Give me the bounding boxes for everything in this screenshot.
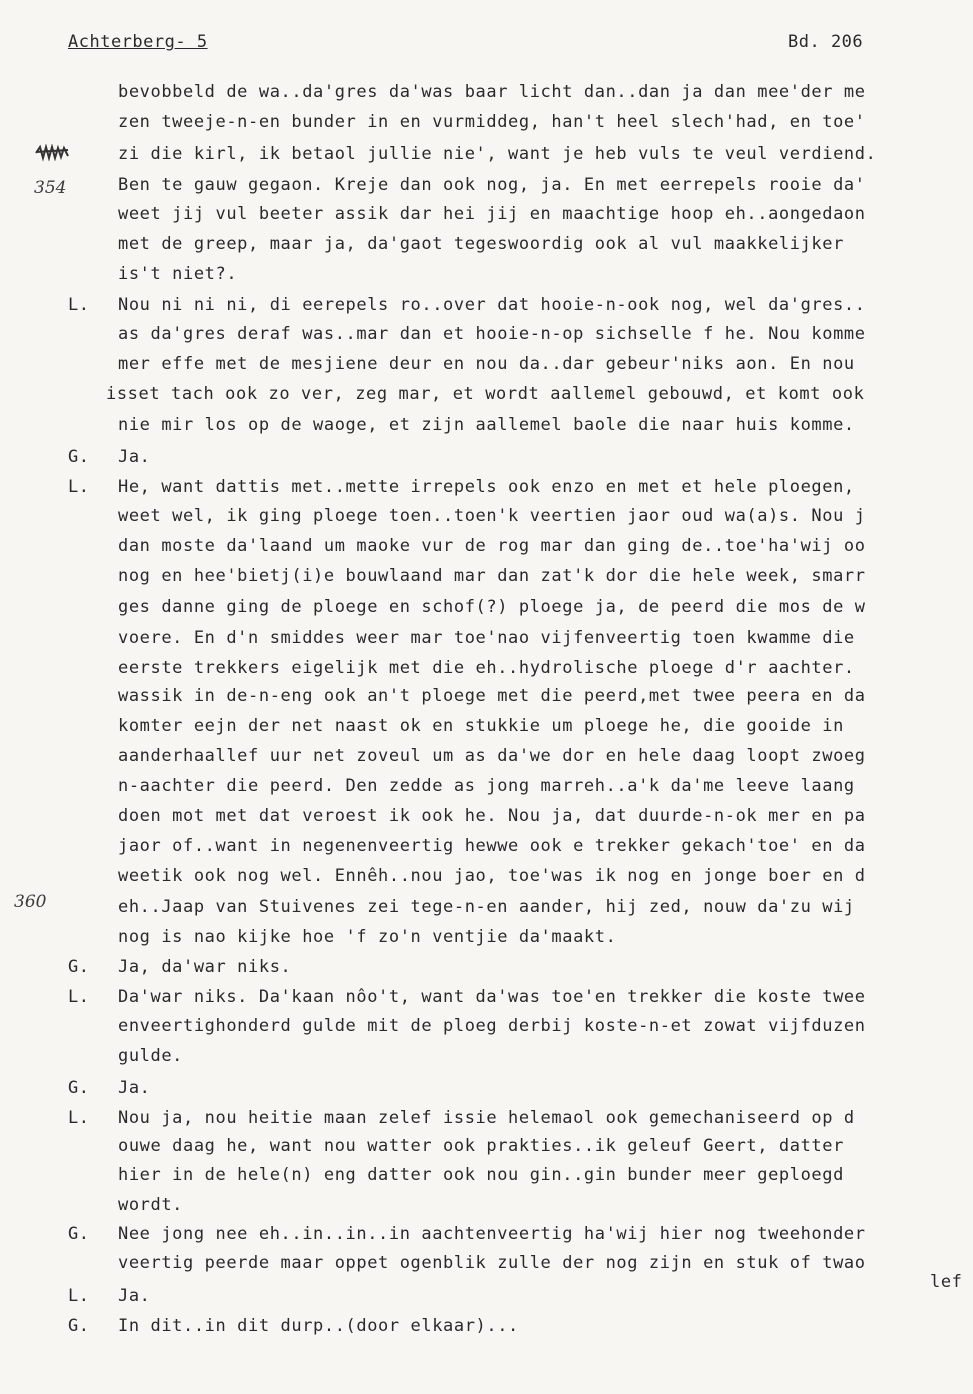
transcript-line: dan moste da'laand um maoke vur de rog mar dan ging de..toe'ha'wij oo xyxy=(118,536,866,556)
speaker-label: G. xyxy=(68,1224,90,1244)
transcript-line: eerste trekkers eigelijk met die eh..hydrolische ploege d'r aachter. xyxy=(118,658,855,678)
transcript-line: nog is nao kijke hoe 'f zo'n ventjie da'maakt. xyxy=(118,927,617,947)
page-header-title: Achterberg- 5 xyxy=(68,32,208,52)
transcript-line: weet jij vul beeter assik dar hei jij en maachtige hoop eh..aongedaon xyxy=(118,204,866,224)
speaker-label: L. xyxy=(68,987,90,1007)
speaker-label: L. xyxy=(68,295,90,315)
transcript-line: lef xyxy=(930,1272,963,1292)
transcript-line: bevobbeld de wa..da'gres da'was baar licht dan..dan ja dan mee'der me xyxy=(118,82,866,102)
transcript-line: nog en hee'bietj(i)e bouwlaand mar dan zat'k dor die hele week, smarr xyxy=(118,566,866,586)
transcript-line: hier in de hele(n) eng datter ook nou gin..gin bunder meer geploegd xyxy=(118,1165,844,1185)
transcript-line: Nou ja, nou heitie maan zelef issie helemaol ook gemechaniseerd op d xyxy=(118,1108,855,1128)
transcript-line: mer effe met de mesjiene deur en nou da..dar gebeur'niks aon. En nou xyxy=(118,354,855,374)
transcript-line: Ben te gauw gegaon. Kreje dan ook nog, ja. En met eerrepels rooie da' xyxy=(118,175,866,195)
transcript-line: Nee jong nee eh..in..in..in aachtenveertig ha'wij hier nog tweehonder xyxy=(118,1224,866,1244)
transcript-line: Ja, da'war niks. xyxy=(118,957,292,977)
transcript-line: weet wel, ik ging ploege toen..toen'k veertien jaor oud wa(a)s. Nou j xyxy=(118,506,866,526)
transcript-line: jaor of..want in negenenveertig hewwe ook e trekker gekach'toe' en da xyxy=(118,836,866,856)
transcript-line: weetik ook nog wel. Ennêh..nou jao, toe'was ik nog en jonge boer en d xyxy=(118,866,866,886)
transcript-line: voere. En d'n smiddes weer mar toe'nao vijfenveertig toen kwamme die xyxy=(118,628,855,648)
speaker-label: G. xyxy=(68,447,90,467)
speaker-label: G. xyxy=(68,1078,90,1098)
speaker-label: L. xyxy=(68,477,90,497)
transcript-line: ouwe daag he, want nou watter ook prakties..ik geleuf Geert, datter xyxy=(118,1136,844,1156)
transcript-line: Nou ni ni ni, di eerepels ro..over dat hooie-n-ook nog, wel da'gres.. xyxy=(118,295,866,315)
transcript-line: wordt. xyxy=(118,1195,184,1215)
transcript-line: eh..Jaap van Stuivenes zei tege-n-en aander, hij zed, nouw da'zu wij xyxy=(118,897,855,917)
transcript-line: veertig peerde maar oppet ogenblik zulle der nog zijn en stuk of twao xyxy=(118,1253,866,1273)
transcript-line: gulde. xyxy=(118,1046,184,1066)
transcript-line: In dit..in dit durp..(door elkaar)... xyxy=(118,1316,519,1336)
page-header-reference: Bd. 206 xyxy=(788,32,864,52)
transcript-line: zen tweeje-n-en bunder in en vurmiddeg, han't heel slech'had, en toe' xyxy=(118,112,866,132)
transcript-line: Ja. xyxy=(118,447,151,467)
transcript-line: isset tach ook zo ver, zeg mar, et wordt aallemel gebouwd, et komt ook xyxy=(106,384,865,404)
speaker-label: L. xyxy=(68,1286,90,1306)
transcript-line: is't niet?. xyxy=(118,264,238,284)
transcript-line: Da'war niks. Da'kaan nôo't, want da'was toe'en trekker die koste twee xyxy=(118,987,866,1007)
transcript-line: doen mot met dat veroest ik ook he. Nou ja, dat duurde-n-ok mer en pa xyxy=(118,806,866,826)
transcript-line: ges danne ging de ploege en schof(?) ploege ja, de peerd die mos de w xyxy=(118,597,866,617)
transcript-line: wassik in de-n-eng ook an't ploege met die peerd,met twee peera en da xyxy=(118,686,866,706)
transcript-line: Ja. xyxy=(118,1286,151,1306)
transcript-line: n-aachter die peerd. Den zedde as jong marreh..a'k da'me leeve laang xyxy=(118,776,855,796)
transcript-line: nie mir los op de waoge, et zijn aallemel baole die naar huis komme. xyxy=(118,415,855,435)
speaker-label: L. xyxy=(68,1108,90,1128)
transcript-line: komter eejn der net naast ok en stukkie um ploege he, die gooide in xyxy=(118,716,844,736)
transcript-line: Ja. xyxy=(118,1078,151,1098)
transcript-line: met de greep, maar ja, da'gaot tegeswoordig ook al vul maakkelijker xyxy=(118,234,844,254)
transcript-line: as da'gres deraf was..mar dan et hooie-n-op sichselle f he. Nou komme xyxy=(118,324,866,344)
transcript-line: He, want dattis met..mette irrepels ook enzo en met et hele ploegen, xyxy=(118,477,855,497)
handwritten-scribble xyxy=(34,144,74,162)
margin-note-360: 360 xyxy=(14,892,47,912)
speaker-label: G. xyxy=(68,957,90,977)
transcript-line: aanderhaallef uur net zoveul um as da'we dor en hele daag loopt zwoeg xyxy=(118,746,866,766)
transcript-line: zi die kirl, ik betaol jullie nie', want je heb vuls te veul verdiend. xyxy=(118,144,877,164)
speaker-label: G. xyxy=(68,1316,90,1336)
margin-note-354: 354 xyxy=(34,178,67,198)
transcript-line: enveertighonderd gulde mit de ploeg derbij koste-n-et zowat vijfduzen xyxy=(118,1016,866,1036)
